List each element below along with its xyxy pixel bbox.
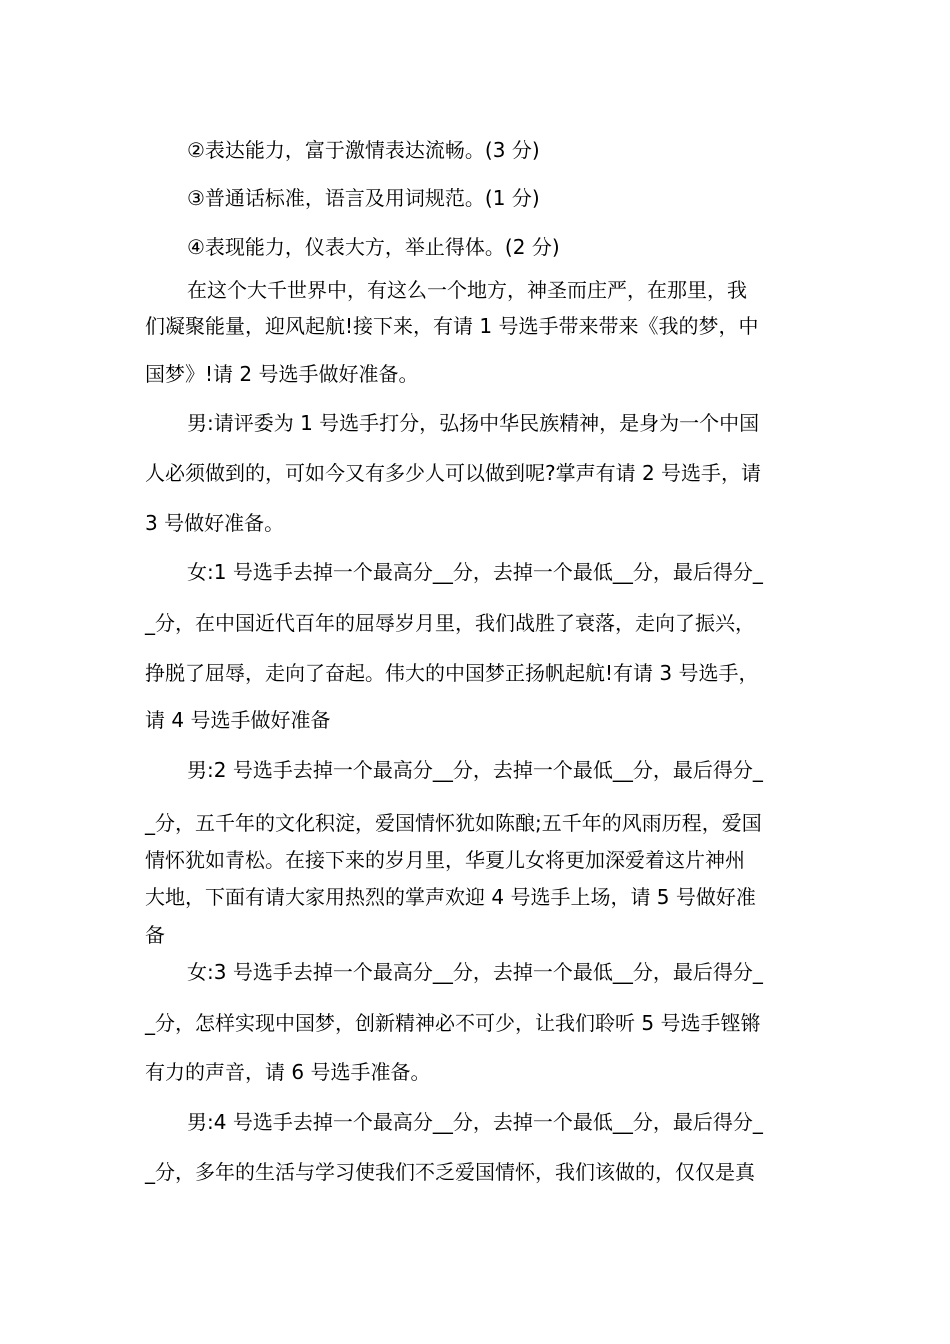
paragraph-line: 男:4 号选手去掉一个最高分__分，去掉一个最低__分，最后得分_ xyxy=(187,1110,763,1134)
paragraph-line: 请 4 号选手做好准备 xyxy=(145,708,331,732)
paragraph-line: 女:1 号选手去掉一个最高分__分，去掉一个最低__分，最后得分_ xyxy=(187,560,763,584)
paragraph-line: _分，多年的生活与学习使我们不乏爱国情怀，我们该做的，仅仅是真 xyxy=(145,1160,755,1184)
criteria-line-2: ②表达能力，富于激情表达流畅。(3 分) xyxy=(187,138,540,162)
paragraph-line: 男:请评委为 1 号选手打分，弘扬中华民族精神，是身为一个中国 xyxy=(187,411,760,435)
paragraph-line: 国梦》!请 2 号选手做好准备。 xyxy=(145,362,419,386)
paragraph-line: 们凝聚能量，迎风起航!接下来，有请 1 号选手带来带来《我的梦，中 xyxy=(145,314,759,338)
paragraph-line: 在这个大千世界中，有这么一个地方，神圣而庄严，在那里，我 xyxy=(187,278,747,302)
paragraph-line: 男:2 号选手去掉一个最高分__分，去掉一个最低__分，最后得分_ xyxy=(187,758,763,782)
paragraph-line: _分，在中国近代百年的屈辱岁月里，我们战胜了衰落，走向了振兴， xyxy=(145,611,755,635)
paragraph-line: 挣脱了屈辱，走向了奋起。伟大的中国梦正扬帆起航!有请 3 号选手， xyxy=(145,661,759,685)
paragraph-line: 备 xyxy=(145,923,165,947)
paragraph-line: 女:3 号选手去掉一个最高分__分，去掉一个最低__分，最后得分_ xyxy=(187,960,763,984)
criteria-line-4: ④表现能力，仪表大方，举止得体。(2 分) xyxy=(187,235,560,259)
paragraph-line: 大地，下面有请大家用热烈的掌声欢迎 4 号选手上场，请 5 号做好准 xyxy=(145,885,756,909)
paragraph-line: 有力的声音，请 6 号选手准备。 xyxy=(145,1060,431,1084)
paragraph-line: _分，怎样实现中国梦，创新精神必不可少，让我们聆听 5 号选手铿锵 xyxy=(145,1011,761,1035)
paragraph-line: _分，五千年的文化积淀，爱国情怀犹如陈酿;五千年的风雨历程，爱国 xyxy=(145,811,762,835)
paragraph-line: 3 号做好准备。 xyxy=(145,511,285,535)
paragraph-line: 人必须做到的，可如今又有多少人可以做到呢?掌声有请 2 号选手，请 xyxy=(145,461,762,485)
criteria-line-3: ③普通话标准，语言及用词规范。(1 分) xyxy=(187,186,540,210)
paragraph-line: 情怀犹如青松。在接下来的岁月里，华夏儿女将更加深爱着这片神州 xyxy=(145,848,745,872)
